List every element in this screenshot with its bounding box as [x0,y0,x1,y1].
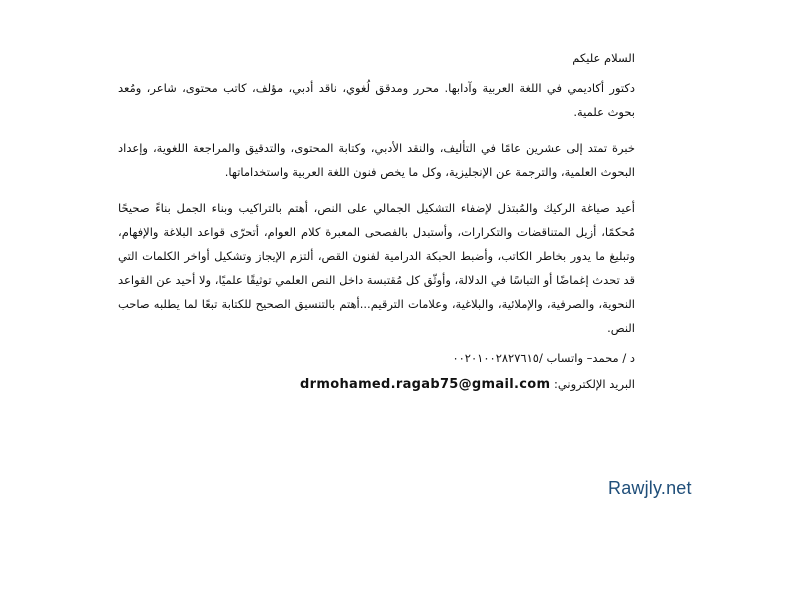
document-body [118,46,635,397]
email-address: drmohamed.ragab75@gmail.com [300,377,551,392]
site-watermark: Rawjly.net [608,478,692,498]
email-label: البريد الإلكتروني: [550,377,635,391]
email-line [118,372,635,397]
paragraph-intro: دكتور أكاديمي في اللغة العربية وآدابها. محرر ومدقق لُغوي، ناقد أدبي، مؤلف، كاتب محتوى، شاعر، ومُعد بحوث علمية. [118,81,635,119]
paragraph-services: أعيد صياغة الركيك والمُبتذل لإضفاء التشكيل الجمالي على النص، أهتم بالتراكيب وبناء الجمل بناءً صحيحًا مُحكمًا، أزيل المتناقضات والتكرارات، وأستبدل بالفصحى المعبرة كلام العوام، أتحرّى قواعد البلاغة والإفهام، وتبليغ ما يدور بخاطر الكاتب، وأضبط الحبكة الدرامية لفنون القص، ألتزم الإيجاز وتشكيل أواخر الكلمات التي قد تحدث إغماضًا أو التباسًا في الدلالة، وأوثّق كل مُقتبسة داخل النص العلمي توثيقًا علميًا، ولا أحيد عن القواعد النحوية، والصرفية، والإملائية، والبلاغية، وعلامات الترقيم...أهتم بالتنسيق الصحيح للكتابة تبعًا لما يطلبه صاحب النص. [118,201,635,335]
paragraph-experience: خبرة تمتد إلى عشرين عامًا في التأليف، والنقد الأدبي، وكتابة المحتوى، والتدقيق والمراجعة اللغوية، وإعداد البحوث العلمية، والترجمة عن الإنجليزية، وكل ما يخص فنون اللغة العربية واستخداماتها. [118,141,635,179]
greeting: السلام عليكم [572,51,635,65]
signature-line: د / محمد– واتساب /٠٠٢٠١٠٠٢٨٢٧٦١٥ [452,351,635,365]
